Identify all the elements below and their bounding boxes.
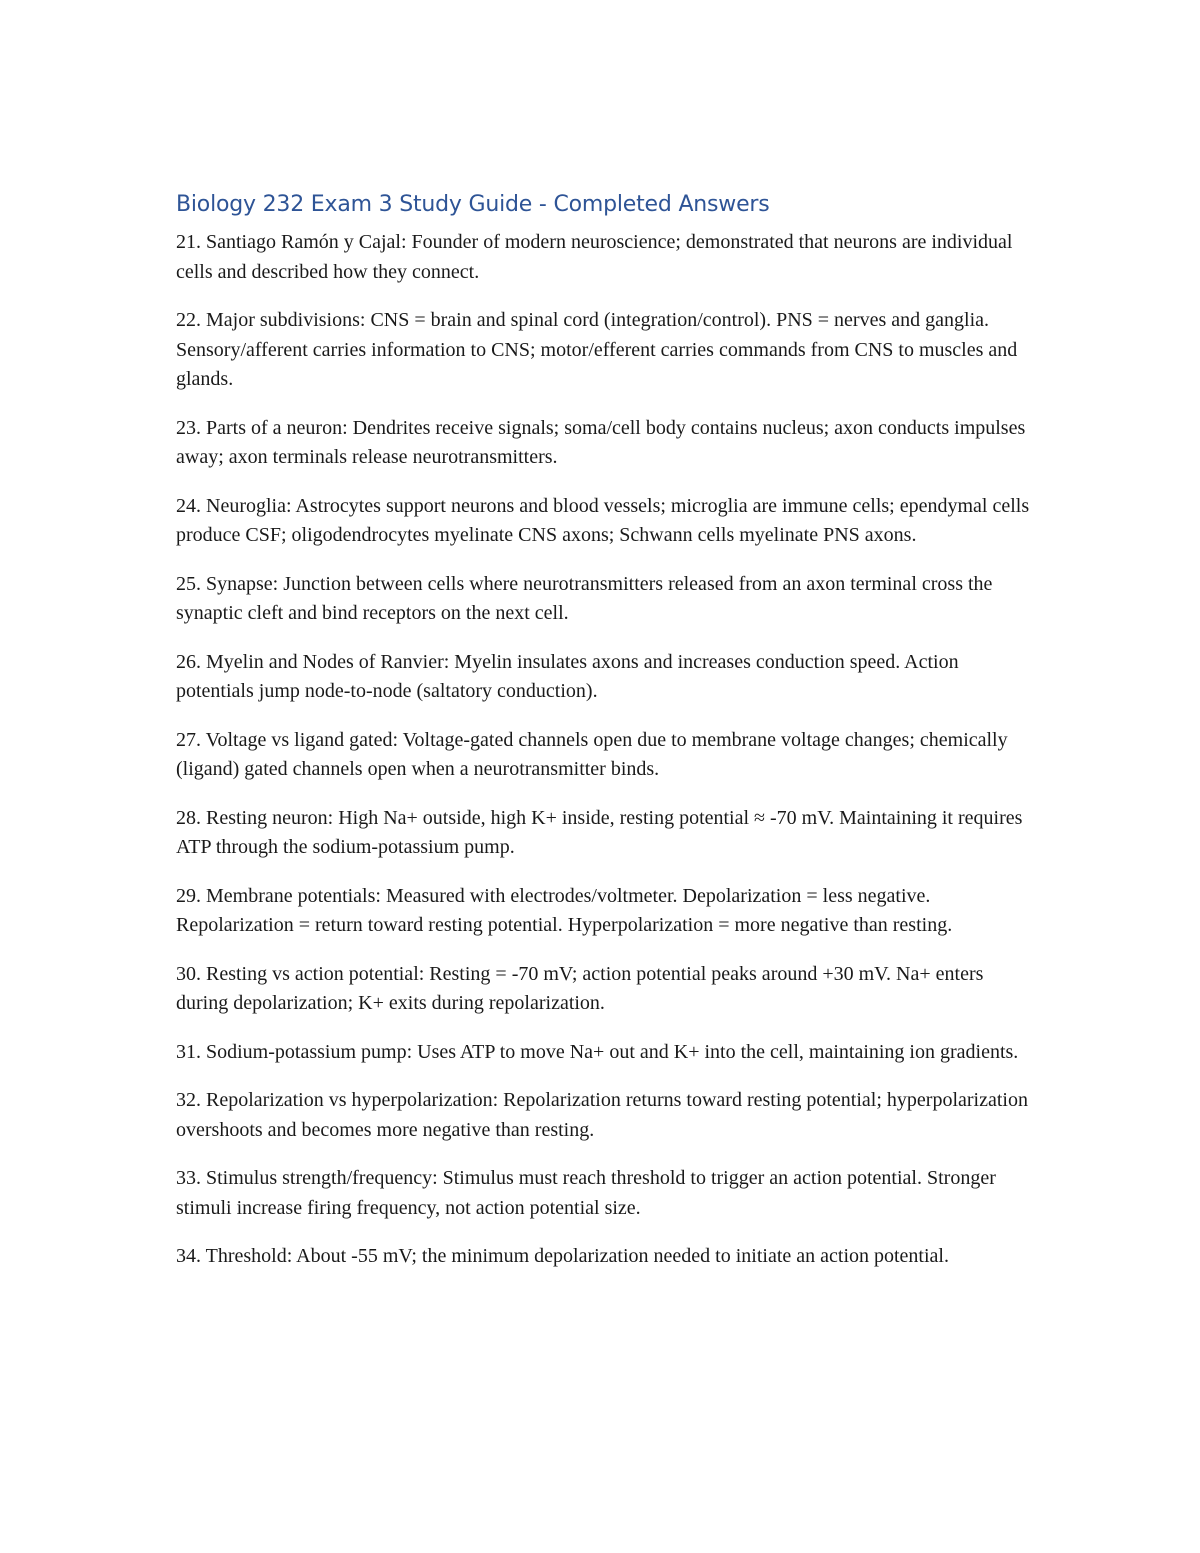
document-title: Biology 232 Exam 3 Study Guide - Completed Answers (176, 192, 770, 217)
answer-31: 31. Sodium-potassium pump: Uses ATP to move Na+ out and K+ into the cell, maintaining ion gradients. (176, 1040, 1019, 1063)
answer-30: 30. Resting vs action potential: Resting = -70 mV; action potential peaks around +30 mV. Na+ enters during depolarization; K+ exits during repolarization. (176, 962, 984, 1014)
answer-23: 23. Parts of a neuron: Dendrites receive signals; soma/cell body contains nucleus; axon conducts impulses away; axon terminals release neurotransmitters. (176, 416, 1026, 468)
answer-28: 28. Resting neuron: High Na+ outside, high K+ inside, resting potential ≈ -70 mV. Maintaining it requires ATP through the sodium-potassium pump. (176, 806, 1023, 858)
answer-33: 33. Stimulus strength/frequency: Stimulus must reach threshold to trigger an action potential. Stronger stimuli increase firing frequency, not action potential size. (176, 1167, 996, 1219)
answer-34: 34. Threshold: About -55 mV; the minimum depolarization needed to initiate an action potential. (176, 1245, 949, 1267)
answer-27: 27. Voltage vs ligand gated: Voltage-gated channels open due to membrane voltage changes; chemically (ligand) gated channels open when a neurotransmitter binds. (176, 728, 1008, 780)
answer-32: 32. Repolarization vs hyperpolarization: Repolarization returns toward resting potential; hyperpolarization overshoots and becomes more negative than resting. (176, 1089, 1028, 1141)
document-content (176, 190, 1036, 1291)
answer-24: 24. Neuroglia: Astrocytes support neurons and blood vessels; microglia are immune cells; ependymal cells produce CSF; oligodendrocytes myelinate CNS axons; Schwann cells myelinate PNS axons. (176, 494, 1030, 546)
answer-22: 22. Major subdivisions: CNS = brain and spinal cord (integration/control). PNS = nerves and ganglia. Sensory/afferent carries information to CNS; motor/efferent carries commands from CNS to muscles and glands. (176, 309, 1018, 390)
answer-26: 26. Myelin and Nodes of Ranvier: Myelin insulates axons and increases conduction speed. Action potentials jump node-to-node (saltatory conduction). (176, 650, 959, 702)
answer-21: 21. Santiago Ramón y Cajal: Founder of modern neuroscience; demonstrated that neurons are individual cells and described how they connect. (176, 231, 1013, 283)
answer-29: 29. Membrane potentials: Measured with electrodes/voltmeter. Depolarization = less negative. Repolarization = return toward resting potential. Hyperpolarization = more negative than resting. (176, 884, 953, 936)
answer-25: 25. Synapse: Junction between cells where neurotransmitters released from an axon terminal cross the synaptic cleft and bind receptors on the next cell. (176, 572, 993, 624)
